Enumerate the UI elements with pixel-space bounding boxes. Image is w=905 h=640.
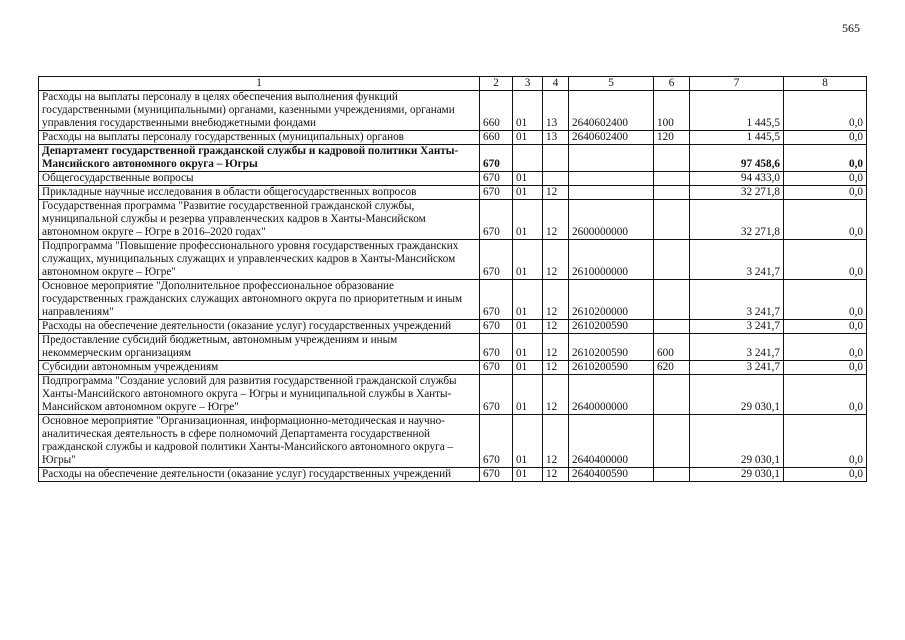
col-header: 4 (543, 77, 569, 91)
amount-2-cell: 0,0 (784, 200, 867, 240)
table-row (39, 240, 867, 280)
page-number: 565 (842, 21, 860, 35)
amount-cell: 3 241,7 (690, 320, 784, 334)
amount-cell: 3 241,7 (690, 240, 784, 280)
row-name-cell: Государственная программа "Развитие государственной гражданской службы, муниципальной службы и резерва управленческих кадров в Ханты-Мансийском автономном округе – Югре в 2016–2020 годах" (39, 200, 480, 240)
col-header: 8 (784, 77, 867, 91)
expense-type-cell (654, 200, 690, 240)
ministry-code-cell: 660 (480, 91, 513, 131)
amount-cell: 29 030,1 (690, 375, 784, 415)
subsection-code-cell (543, 145, 569, 172)
ministry-code-cell: 670 (480, 186, 513, 200)
amount-2-cell: 0,0 (784, 280, 867, 320)
subsection-code-cell: 12 (543, 361, 569, 375)
row-name-cell: Расходы на обеспечение деятельности (оказание услуг) государственных учреждений (39, 320, 480, 334)
table-row (39, 468, 867, 482)
subsection-code-cell: 12 (543, 334, 569, 361)
table-row (39, 186, 867, 200)
col-header: 5 (569, 77, 654, 91)
amount-cell: 1 445,5 (690, 91, 784, 131)
expense-type-cell (654, 172, 690, 186)
target-article-cell: 2640000000 (569, 375, 654, 415)
expense-type-cell (654, 280, 690, 320)
amount-2-cell: 0,0 (784, 375, 867, 415)
subsection-code-cell: 12 (543, 415, 569, 468)
row-name-cell: Подпрограмма "Создание условий для развития государственной гражданской службы Ханты-Мансийского автономного округа – Югры и муниципальной службы в Ханты-Мансийском автономном округе – Югре" (39, 375, 480, 415)
subsection-code-cell: 13 (543, 131, 569, 145)
amount-cell: 32 271,8 (690, 186, 784, 200)
row-name-cell: Департамент государственной гражданской службы и кадровой политики Ханты-Мансийского автономного округа – Югры (39, 145, 480, 172)
amount-2-cell: 0,0 (784, 91, 867, 131)
section-code-cell: 01 (513, 468, 543, 482)
amount-cell: 3 241,7 (690, 361, 784, 375)
ministry-code-cell: 670 (480, 280, 513, 320)
col-header: 6 (654, 77, 690, 91)
section-code-cell: 01 (513, 240, 543, 280)
target-article-cell: 2640602400 (569, 131, 654, 145)
ministry-code-cell: 670 (480, 334, 513, 361)
expense-type-cell (654, 145, 690, 172)
row-name-cell: Основное мероприятие "Дополнительное профессиональное образование государственных гражданских служащих автономного округа по приоритетным и иным направлениям" (39, 280, 480, 320)
amount-2-cell: 0,0 (784, 145, 867, 172)
expense-type-cell: 600 (654, 334, 690, 361)
target-article-cell (569, 186, 654, 200)
target-article-cell: 2610200590 (569, 334, 654, 361)
target-article-cell: 2610000000 (569, 240, 654, 280)
table-row (39, 334, 867, 361)
target-article-cell: 2600000000 (569, 200, 654, 240)
row-name-cell: Предоставление субсидий бюджетным, автономным учреждениям и иным некоммерческим организациям (39, 334, 480, 361)
col-header: 3 (513, 77, 543, 91)
ministry-code-cell: 660 (480, 131, 513, 145)
expense-type-cell: 620 (654, 361, 690, 375)
amount-cell: 29 030,1 (690, 415, 784, 468)
table-row (39, 375, 867, 415)
ministry-code-cell: 670 (480, 415, 513, 468)
target-article-cell: 2640400590 (569, 468, 654, 482)
row-name-cell: Прикладные научные исследования в области общегосударственных вопросов (39, 186, 480, 200)
amount-cell: 3 241,7 (690, 334, 784, 361)
amount-2-cell: 0,0 (784, 131, 867, 145)
table-row (39, 361, 867, 375)
subsection-code-cell: 12 (543, 375, 569, 415)
subsection-code-cell: 12 (543, 468, 569, 482)
section-code-cell: 01 (513, 415, 543, 468)
expense-type-cell (654, 468, 690, 482)
amount-2-cell: 0,0 (784, 240, 867, 280)
target-article-cell: 2640400000 (569, 415, 654, 468)
section-code-cell: 01 (513, 172, 543, 186)
amount-cell: 29 030,1 (690, 468, 784, 482)
ministry-code-cell: 670 (480, 240, 513, 280)
subsection-code-cell: 12 (543, 186, 569, 200)
amount-2-cell: 0,0 (784, 468, 867, 482)
amount-2-cell: 0,0 (784, 186, 867, 200)
row-name-cell: Расходы на выплаты персоналу государственных (муниципальных) органов (39, 131, 480, 145)
target-article-cell (569, 145, 654, 172)
amount-2-cell: 0,0 (784, 334, 867, 361)
subsection-code-cell: 12 (543, 240, 569, 280)
col-header: 1 (39, 77, 480, 91)
amount-cell: 32 271,8 (690, 200, 784, 240)
expense-type-cell (654, 375, 690, 415)
table-row (39, 200, 867, 240)
table-row (39, 415, 867, 468)
subsection-code-cell: 13 (543, 91, 569, 131)
expense-type-cell: 100 (654, 91, 690, 131)
table-row (39, 320, 867, 334)
section-code-cell: 01 (513, 280, 543, 320)
section-code-cell: 01 (513, 320, 543, 334)
table-row (39, 131, 867, 145)
row-name-cell: Субсидии автономным учреждениям (39, 361, 480, 375)
amount-2-cell: 0,0 (784, 415, 867, 468)
row-name-cell: Расходы на выплаты персоналу в целях обеспечения выполнения функций государственными (муниципальными) органами, казенными учреждениями, органами управления государственными внебюджетными фондами (39, 91, 480, 131)
subsection-code-cell: 12 (543, 200, 569, 240)
target-article-cell: 2610200590 (569, 320, 654, 334)
row-name-cell: Подпрограмма "Повышение профессионального уровня государственных гражданских служащих, муниципальных служащих и управленческих кадров в Ханты-Мансийском автономном округе – Югре" (39, 240, 480, 280)
table-row (39, 145, 867, 172)
ministry-code-cell: 670 (480, 320, 513, 334)
col-header: 2 (480, 77, 513, 91)
subsection-code-cell (543, 172, 569, 186)
expense-type-cell: 120 (654, 131, 690, 145)
row-name-cell: Основное мероприятие "Организационная, информационно-методическая и научно-аналитическая деятельность в сфере полномочий Департамента государственной гражданской службы и кадровой политики Ханты-Мансийского автономного округа – Югры" (39, 415, 480, 468)
section-code-cell: 01 (513, 361, 543, 375)
ministry-code-cell: 670 (480, 200, 513, 240)
col-header: 7 (690, 77, 784, 91)
expense-type-cell (654, 240, 690, 280)
amount-cell: 1 445,5 (690, 131, 784, 145)
section-code-cell: 01 (513, 186, 543, 200)
target-article-cell: 2610200000 (569, 280, 654, 320)
amount-2-cell: 0,0 (784, 172, 867, 186)
table-row (39, 280, 867, 320)
row-name-cell: Расходы на обеспечение деятельности (оказание услуг) государственных учреждений (39, 468, 480, 482)
ministry-code-cell: 670 (480, 145, 513, 172)
amount-cell: 94 433,0 (690, 172, 784, 186)
ministry-code-cell: 670 (480, 375, 513, 415)
ministry-code-cell: 670 (480, 468, 513, 482)
table-row (39, 91, 867, 131)
ministry-code-cell: 670 (480, 172, 513, 186)
amount-cell: 97 458,6 (690, 145, 784, 172)
section-code-cell: 01 (513, 91, 543, 131)
table-row (39, 172, 867, 186)
target-article-cell (569, 172, 654, 186)
subsection-code-cell: 12 (543, 320, 569, 334)
row-name-cell: Общегосударственные вопросы (39, 172, 480, 186)
target-article-cell: 2610200590 (569, 361, 654, 375)
section-code-cell: 01 (513, 200, 543, 240)
amount-cell: 3 241,7 (690, 280, 784, 320)
ministry-code-cell: 670 (480, 361, 513, 375)
subsection-code-cell: 12 (543, 280, 569, 320)
section-code-cell: 01 (513, 334, 543, 361)
section-code-cell: 01 (513, 375, 543, 415)
expense-type-cell (654, 415, 690, 468)
amount-2-cell: 0,0 (784, 361, 867, 375)
amount-2-cell: 0,0 (784, 320, 867, 334)
budget-table (38, 76, 867, 482)
table-header-row (39, 77, 867, 91)
section-code-cell: 01 (513, 131, 543, 145)
section-code-cell (513, 145, 543, 172)
expense-type-cell (654, 320, 690, 334)
target-article-cell: 2640602400 (569, 91, 654, 131)
expense-type-cell (654, 186, 690, 200)
